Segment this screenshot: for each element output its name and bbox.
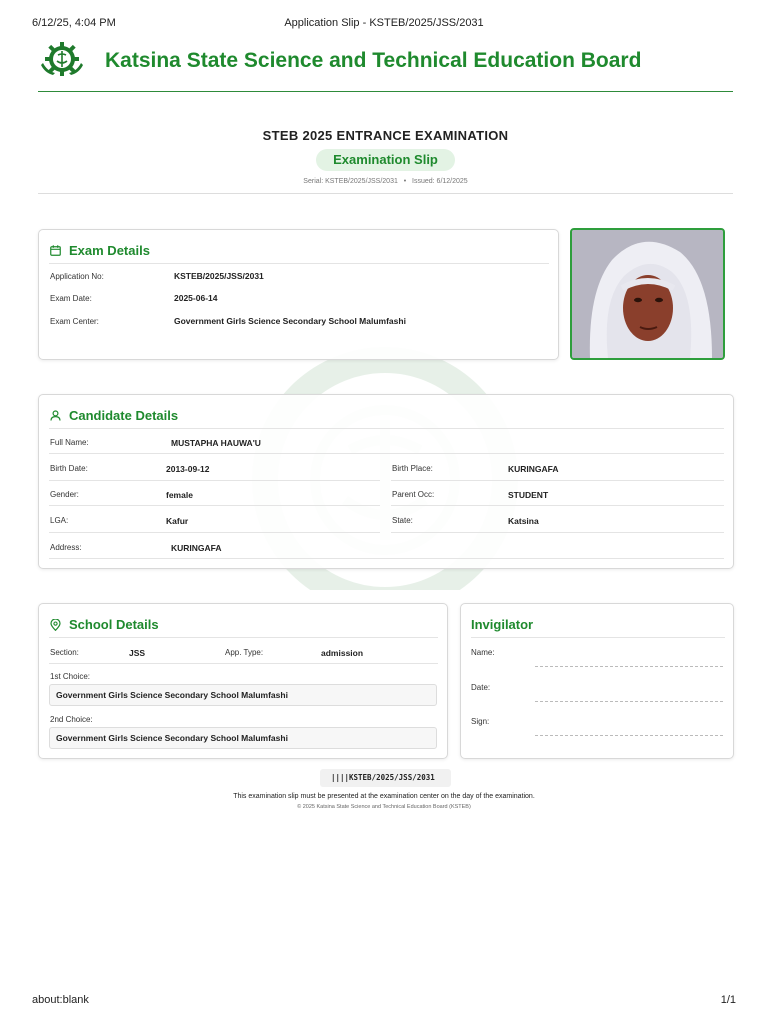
meta-separator: • <box>403 178 407 185</box>
divider <box>49 480 380 481</box>
exam-details-title-text: Exam Details <box>69 243 150 258</box>
birth-place-label: Birth Place: <box>392 464 433 473</box>
app-type-label: App. Type: <box>225 648 264 657</box>
gear-seal-icon <box>41 41 83 77</box>
lga-value: Kafur <box>166 516 189 526</box>
divider <box>49 532 380 533</box>
footer-notice: This examination slip must be presented at the examination center on the day of the examination. <box>233 793 535 800</box>
birth-date-value: 2013-09-12 <box>166 464 210 474</box>
exam-center-label: Exam Center: <box>50 317 99 326</box>
exam-title: STEB 2025 ENTRANCE EXAMINATION <box>262 128 509 143</box>
exam-center-value: Government Girls Science Secondary School Malumfashi <box>174 316 406 326</box>
calendar-icon <box>50 245 61 256</box>
print-document-title: Application Slip - KSTEB/2025/JSS/2031 <box>284 17 484 29</box>
first-choice-label: 1st Choice: <box>50 672 91 681</box>
serial-value: KSTEB/2025/JSS/2031 <box>325 178 398 185</box>
application-no-label: Application No: <box>50 272 104 281</box>
parent-occ-label: Parent Occ: <box>392 490 435 499</box>
barcode-chip <box>320 769 451 787</box>
second-choice-label: 2nd Choice: <box>50 715 93 724</box>
gender-label: Gender: <box>50 490 79 499</box>
brand-header <box>38 40 733 92</box>
divider <box>49 505 380 506</box>
candidate-details-card <box>38 394 734 569</box>
birth-place-value: KURINGAFA <box>508 464 559 474</box>
divider <box>49 637 438 638</box>
print-page-count: 1/1 <box>720 994 736 1006</box>
invigilator-card <box>460 603 734 759</box>
serial-line <box>38 178 733 185</box>
divider <box>471 637 725 638</box>
divider <box>391 532 724 533</box>
address-value: KURINGAFA <box>171 543 222 553</box>
issued-value: 6/12/2025 <box>436 178 468 185</box>
divider <box>49 558 724 559</box>
application-no-value: KSTEB/2025/JSS/2031 <box>174 271 264 281</box>
serial-label: Serial: <box>303 178 324 185</box>
footer-copyright: © 2025 Katsina State Science and Technical Education Board (KSTEB) <box>297 804 471 810</box>
divider <box>391 480 724 481</box>
print-datetime: 6/12/25, 4:04 PM <box>32 17 116 29</box>
invigilator-date-line <box>535 701 723 702</box>
exam-details-title <box>50 243 250 259</box>
divider <box>49 428 724 429</box>
full-name-value: MUSTAPHA HAUWA'U <box>171 438 261 448</box>
state-label: State: <box>392 516 413 525</box>
exam-heading <box>38 120 733 194</box>
lga-label: LGA: <box>50 516 69 525</box>
candidate-details-title <box>50 408 270 424</box>
location-pin-icon <box>50 619 61 631</box>
invigilator-name-line <box>535 666 723 667</box>
divider <box>49 263 549 264</box>
first-choice-value: Government Girls Science Secondary School Malumfashi <box>49 684 437 706</box>
parent-occ-value: STUDENT <box>508 490 549 500</box>
gender-value: female <box>166 490 193 500</box>
invigilator-name-label: Name: <box>471 648 495 657</box>
print-url: about:blank <box>32 994 89 1006</box>
barcode-icon: |||| <box>331 773 350 782</box>
exam-date-label: Exam Date: <box>50 294 92 303</box>
school-details-title-text: School Details <box>69 617 159 632</box>
print-footer <box>32 994 736 1008</box>
second-choice-value: Government Girls Science Secondary School Malumfashi <box>49 727 437 749</box>
full-name-label: Full Name: <box>50 438 89 447</box>
candidate-photo-image <box>572 230 723 358</box>
candidate-details-title-text: Candidate Details <box>69 408 179 423</box>
divider <box>49 663 438 664</box>
section-value: JSS <box>129 648 146 658</box>
candidate-photo <box>570 228 725 360</box>
state-value: Katsina <box>508 516 539 526</box>
issued-label: Issued: <box>412 178 435 185</box>
exam-details-card <box>38 229 559 360</box>
divider <box>49 453 724 454</box>
invigilator-sign-label: Sign: <box>471 717 490 726</box>
birth-date-label: Birth Date: <box>50 464 88 473</box>
school-details-title <box>50 617 250 633</box>
divider <box>391 505 724 506</box>
invigilator-date-label: Date: <box>471 683 491 692</box>
address-label: Address: <box>50 543 82 552</box>
app-type-value: admission <box>321 648 364 658</box>
invigilator-sign-line <box>535 735 723 736</box>
exam-date-value: 2025-06-14 <box>174 293 218 303</box>
section-label: Section: <box>50 648 79 657</box>
person-icon <box>50 410 61 421</box>
barcode-text: KSTEB/2025/JSS/2031 <box>349 773 435 782</box>
slip-label-badge: Examination Slip <box>316 149 455 171</box>
org-name: Katsina State Science and Technical Education Board <box>105 49 642 72</box>
print-header <box>32 17 736 31</box>
school-details-card <box>38 603 448 759</box>
invigilator-title: Invigilator <box>471 617 534 632</box>
